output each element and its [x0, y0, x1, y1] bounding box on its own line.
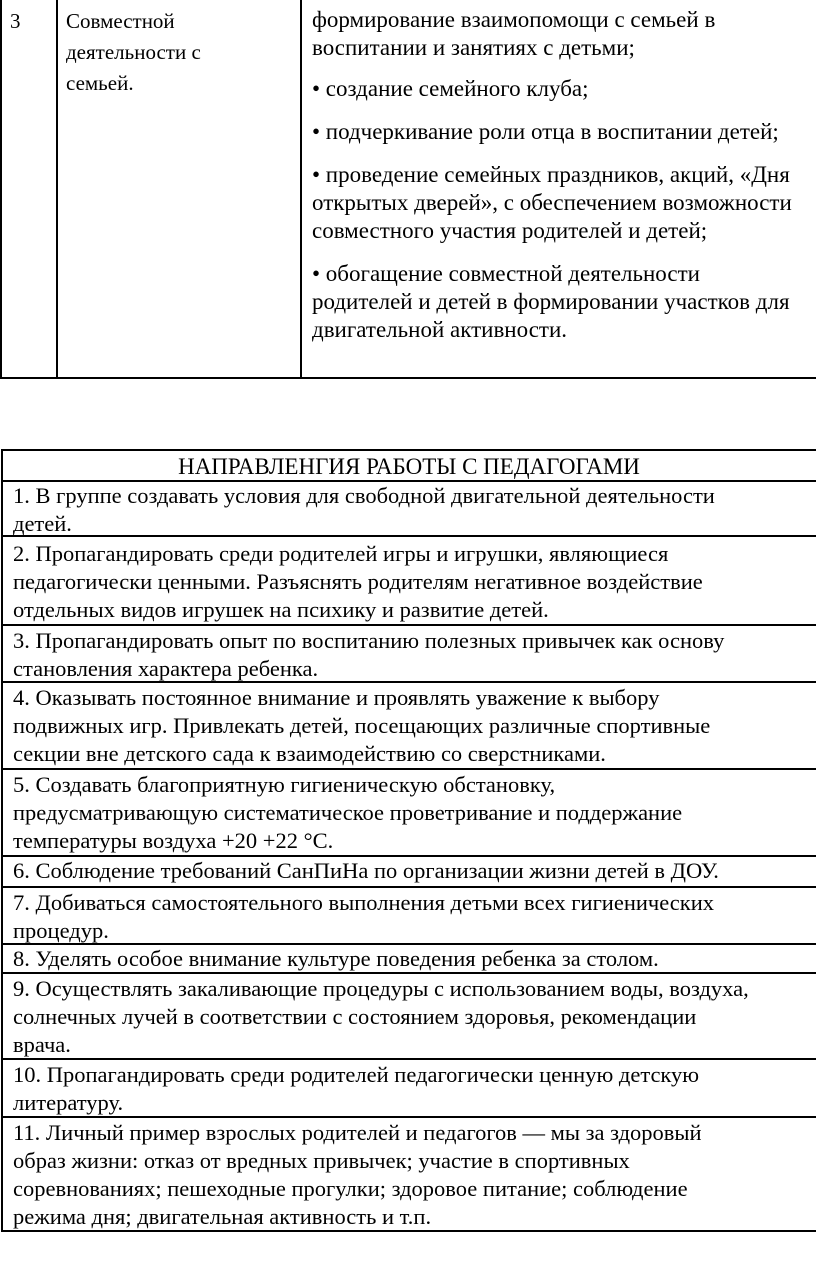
- row-number-cell: [2, 0, 58, 377]
- bullet-item: [312, 161, 816, 245]
- bullet-line: • обогащение совместной деятельности: [312, 261, 700, 286]
- table-row: 8. Уделять особое внимание культуре поведения ребенка за столом.: [3, 945, 816, 974]
- bullet-line: • проведение семейных праздников, акций, «Дня: [312, 162, 790, 187]
- table-row: 9. Осуществлять закаливающие процедуры с использованием воды, воздуха, солнечных лучей в соответствии с состоянием здоровья, рекомендации врача.: [3, 974, 816, 1060]
- row-number: 3: [10, 9, 21, 33]
- row-label-line: Совместной: [66, 9, 175, 33]
- table-row: 7. Добиваться самостоятельного выполнения детьми всех гигиенических процедур.: [3, 888, 816, 945]
- bullet-item: [312, 260, 816, 344]
- table-title: НАПРАВЛЕНГИЯ РАБОТЫ С ПЕДАГОГАМИ: [3, 451, 816, 482]
- row-label-line: семьей.: [66, 71, 134, 95]
- table-row: 3. Пропагандировать опыт по воспитанию полезных привычек как основу становления характера ребенка.: [3, 626, 816, 683]
- bullet-item: [312, 75, 816, 103]
- table-row: 1. В группе создавать условия для свободной двигательной деятельности детей.: [3, 482, 816, 537]
- row-label-cell: [58, 0, 302, 377]
- teachers-directions-table: [1, 449, 816, 1232]
- bullet-line: двигательной активности.: [312, 317, 568, 342]
- table-row: 10. Пропагандировать среди родителей педагогически ценную детскую литературу.: [3, 1060, 816, 1118]
- bullet-line: • подчеркивание роли отца в воспитании детей;: [312, 119, 779, 144]
- content-line: воспитании и занятиях с детьми;: [312, 35, 635, 60]
- row-content-cell: [302, 0, 816, 377]
- content-intro: [312, 6, 816, 62]
- table-row: 2. Пропагандировать среди родителей игры и игрушки, являющиеся педагогически ценными. Разъяснять родителям негативное воздействие отдельных видов игрушек на психику и развитие детей.: [3, 537, 816, 626]
- bullet-line: родителей и детей в формировании участков для: [312, 289, 790, 314]
- table-row: 4. Оказывать постоянное внимание и проявлять уважение к выбору подвижных игр. Привлекать детей, посещающих различные спортивные секции вне детского сада к взаимодействию со сверстниками.: [3, 683, 816, 770]
- table-row: 5. Создавать благоприятную гигиеническую обстановку, предусматривающую систематическое проветривание и поддержание температуры воздуха +20 +22 °С.: [3, 770, 816, 857]
- table-row: 6. Соблюдение требований СанПиНа по организации жизни детей в ДОУ.: [3, 857, 816, 888]
- row-label-line: деятельности с: [66, 40, 201, 64]
- bullet-line: открытых дверей», с обеспечением возможности: [312, 190, 792, 215]
- bullet-item: [312, 118, 816, 146]
- family-cooperation-table: [0, 0, 816, 379]
- content-line: формирование взаимопомощи с семьей в: [312, 7, 716, 32]
- bullet-line: • создание семейного клуба;: [312, 76, 589, 101]
- bullet-line: совместного участия родителей и детей;: [312, 218, 708, 243]
- table-row: 11. Личный пример взрослых родителей и педагогов — мы за здоровый образ жизни: отказ от вредных привычек; участие в спортивных соревнованиях; пешеходные прогулки; здоровое питание; соблюдение режима дня; двигательная активность и т.п.: [3, 1118, 816, 1232]
